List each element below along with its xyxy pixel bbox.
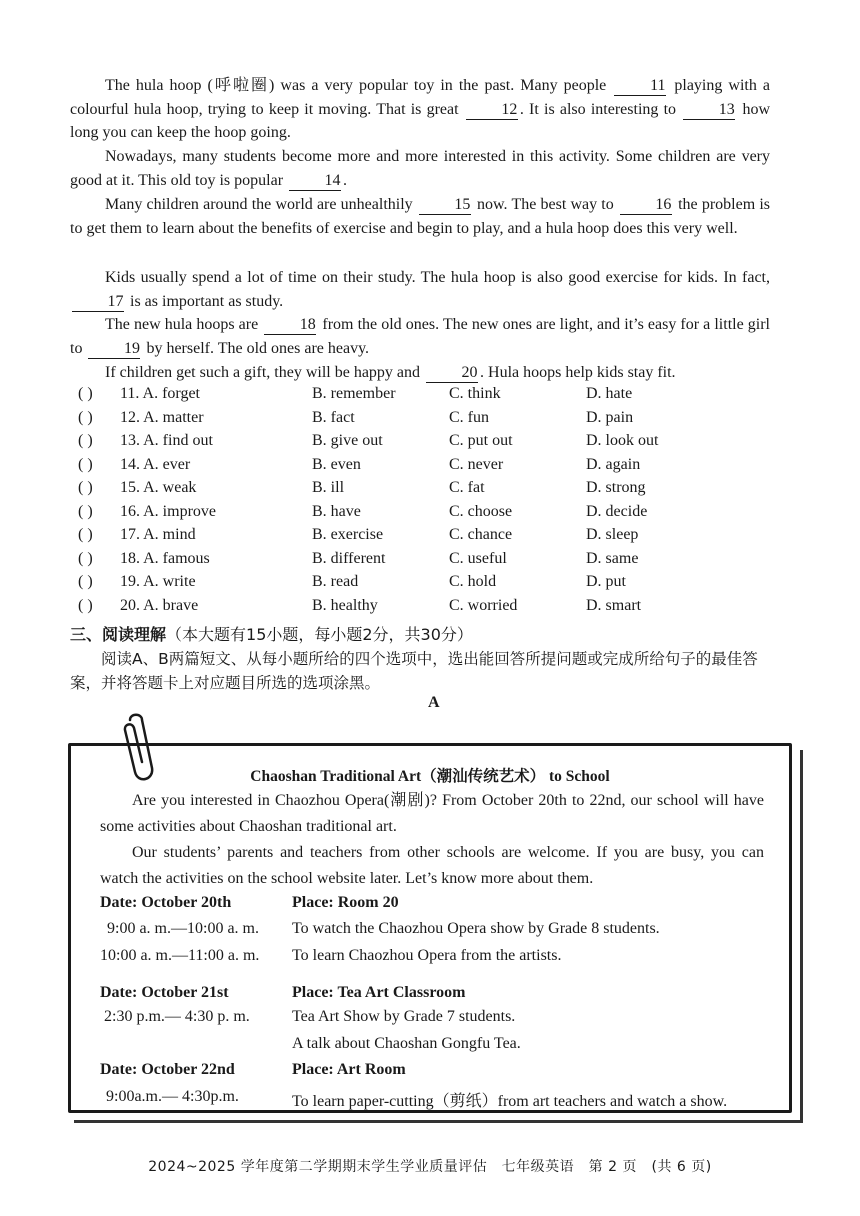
answer-paren[interactable]: ( ): [78, 385, 93, 402]
answer-paren[interactable]: ( ): [78, 479, 93, 496]
blank-15[interactable]: 15: [419, 196, 471, 215]
cloze-text: now. The best way to: [477, 196, 614, 213]
option-d[interactable]: D. again: [586, 455, 641, 473]
schedule-time: 9:00 a. m.—10:00 a. m.: [107, 920, 259, 937]
option-b[interactable]: B. different: [312, 549, 386, 567]
option-a[interactable]: 18. A. famous: [120, 549, 210, 567]
option-c[interactable]: C. useful: [449, 549, 507, 567]
answer-paren[interactable]: ( ): [78, 526, 93, 543]
schedule-desc: To learn paper-cutting（剪纸）from art teachers and watch a show.: [292, 1093, 728, 1110]
option-a[interactable]: 14. A. ever: [120, 455, 191, 473]
cloze-text: the problem is to get them to learn about the benefits of exercise and begin to play, and a hula hoop does this very well.: [70, 196, 771, 237]
option-a[interactable]: 13. A. find out: [120, 432, 213, 449]
option-c[interactable]: C. fat: [449, 479, 485, 496]
cloze-paragraph-5: [70, 313, 770, 360]
cloze-text: If children get such a gift, they will be happy and: [105, 364, 421, 381]
schedule-time: 10:00 a. m.—11:00 a. m.: [100, 947, 260, 964]
cloze-paragraph-1: [70, 74, 770, 145]
option-c[interactable]: C. chance: [449, 526, 513, 543]
option-row-12: [78, 409, 778, 433]
blank-19[interactable]: 19: [88, 340, 140, 359]
option-a[interactable]: 17. A. mind: [120, 526, 196, 543]
blank-11[interactable]: 11: [614, 77, 666, 96]
option-row-18: [78, 550, 778, 574]
cloze-text: .: [343, 171, 348, 189]
option-d[interactable]: D. same: [586, 549, 639, 567]
option-c[interactable]: C. put out: [449, 432, 513, 449]
option-row-17: [78, 526, 778, 550]
cloze-text: Many children around the world are unhealthily: [105, 196, 413, 213]
blank-14[interactable]: 14: [289, 172, 341, 191]
cloze-text: how long you can keep the hoop going.: [70, 100, 771, 141]
schedule-desc: A talk about Chaoshan Gongfu Tea.: [292, 1035, 521, 1052]
option-b[interactable]: B. ill: [312, 479, 345, 496]
schedule-desc: Tea Art Show by Grade 7 students.: [292, 1008, 516, 1025]
schedule-time: 9:00a.m.— 4:30p.m.: [106, 1088, 239, 1105]
option-d[interactable]: D. look out: [586, 432, 659, 449]
option-b[interactable]: B. healthy: [312, 596, 378, 614]
notice-paragraph-2: Our students’ parents and teachers from other schools are welcome. If you are busy, you can watch the activities on the school website later. Let’s know more about them.: [100, 844, 764, 887]
option-b[interactable]: B. exercise: [312, 526, 384, 543]
option-c[interactable]: C. hold: [449, 573, 497, 590]
answer-paren[interactable]: ( ): [78, 455, 93, 473]
cloze-paragraph-3: [70, 193, 770, 240]
schedule-place: Place: Room 20: [292, 894, 399, 911]
option-a[interactable]: 20. A. brave: [120, 596, 199, 614]
schedule-desc: To learn Chaozhou Opera from the artists.: [292, 947, 562, 964]
option-row-19: [78, 573, 778, 597]
cloze-text: The hula hoop (呼啦圈) was a very popular toy in the past. Many people: [105, 77, 607, 94]
page-footer: 2024~2025 学年度第二学期期末学生学业质量评估 七年级英语 第 2 页 (共 6 页): [148, 1159, 712, 1175]
cloze-paragraph-6: [70, 361, 770, 385]
option-d[interactable]: D. sleep: [586, 526, 639, 543]
cloze-paragraph-2: [70, 145, 770, 192]
option-b[interactable]: B. read: [312, 573, 359, 590]
schedule-place: Place: Art Room: [292, 1061, 406, 1078]
section-instruction: 阅读A、B两篇短文、从每小题所给的四个选项中，选出能回答所提问题或完成所给句子的最佳答案，并将答题卡上对应题目所选的选项涂黑。: [70, 650, 758, 692]
option-a[interactable]: 12. A. matter: [120, 408, 204, 426]
blank-16[interactable]: 16: [620, 196, 672, 215]
cloze-text: by herself. The old ones are heavy.: [146, 339, 370, 357]
blank-20[interactable]: 20: [426, 364, 478, 383]
schedule-place: Place: Tea Art Classroom: [292, 984, 466, 1001]
option-c[interactable]: C. never: [449, 455, 504, 473]
option-row-11: [78, 385, 778, 409]
cloze-text: from the old ones. The new ones are light, and it’s easy for a little girl to: [70, 316, 770, 357]
option-d[interactable]: D. decide: [586, 502, 648, 520]
option-b[interactable]: B. give out: [312, 432, 383, 449]
option-row-14: [78, 456, 778, 480]
option-d[interactable]: D. pain: [586, 408, 634, 426]
option-a[interactable]: 11. A. forget: [120, 385, 200, 402]
schedule-date: Date: October 21st: [100, 984, 229, 1001]
option-a[interactable]: 19. A. write: [120, 573, 196, 590]
blank-12[interactable]: 12: [466, 101, 518, 120]
answer-paren[interactable]: ( ): [78, 596, 93, 614]
cloze-text: The new hula hoops are: [105, 316, 259, 333]
cloze-text: playing with a colourful hula hoop, trying to keep it moving. That is great: [70, 77, 770, 118]
option-b[interactable]: B. have: [312, 502, 361, 520]
option-d[interactable]: D. strong: [586, 479, 646, 496]
schedule-date: Date: October 20th: [100, 894, 232, 911]
option-c[interactable]: C. choose: [449, 502, 513, 520]
option-row-15: [78, 479, 778, 503]
answer-paren[interactable]: ( ): [78, 573, 93, 590]
cloze-text: . Hula hoops help kids stay fit.: [480, 364, 676, 381]
option-c[interactable]: C. fun: [449, 408, 489, 426]
section-title: 三、阅读理解: [70, 625, 167, 644]
notice-paragraph-1: Are you interested in Chaozhou Opera(潮剧)? From October 20th to 22nd, our school will have some activities about Chaoshan traditional art.: [100, 792, 764, 835]
cloze-text: is as important as study.: [130, 292, 284, 310]
option-c[interactable]: C. think: [449, 385, 501, 402]
notice-title: Chaoshan Traditional Art（潮汕传统艺术） to School: [250, 768, 610, 785]
section-heading: [70, 622, 473, 645]
option-row-13: [78, 432, 778, 456]
option-d[interactable]: D. hate: [586, 385, 633, 402]
passage-letter: A: [428, 694, 440, 711]
cloze-text: . It is also interesting to: [519, 100, 677, 118]
option-d[interactable]: D. put: [586, 573, 626, 590]
answer-paren[interactable]: ( ): [78, 432, 93, 449]
option-a[interactable]: 15. A. weak: [120, 479, 197, 496]
blank-18[interactable]: 18: [264, 316, 316, 335]
option-d[interactable]: D. smart: [586, 596, 642, 614]
option-row-20: [78, 597, 778, 621]
option-a[interactable]: 16. A. improve: [120, 502, 216, 520]
schedule-time: 2:30 p.m.— 4:30 p. m.: [104, 1008, 250, 1025]
cloze-text: Nowadays, many students become more and more interested in this activity. Some children are very good at it. This old toy is popular: [70, 148, 770, 189]
cloze-paragraph-4: [70, 266, 770, 313]
answer-paren[interactable]: ( ): [78, 408, 93, 426]
option-c[interactable]: C. worried: [449, 596, 518, 614]
answer-paren[interactable]: ( ): [78, 502, 93, 520]
option-row-16: [78, 503, 778, 527]
section-note: （本大题有15小题，每小题2分，共30分）: [166, 625, 473, 644]
option-b[interactable]: B. fact: [312, 408, 355, 426]
answer-paren[interactable]: ( ): [78, 549, 93, 567]
blank-17[interactable]: 17: [72, 293, 124, 312]
options-list: [78, 385, 778, 620]
option-b[interactable]: B. even: [312, 455, 361, 473]
schedule-date: Date: October 22nd: [100, 1061, 235, 1078]
cloze-text: Kids usually spend a lot of time on their study. The hula hoop is also good exercise for kids. In fact,: [105, 269, 770, 286]
blank-13[interactable]: 13: [683, 101, 735, 120]
option-b[interactable]: B. remember: [312, 385, 396, 402]
schedule-desc: To watch the Chaozhou Opera show by Grade 8 students.: [292, 920, 660, 937]
